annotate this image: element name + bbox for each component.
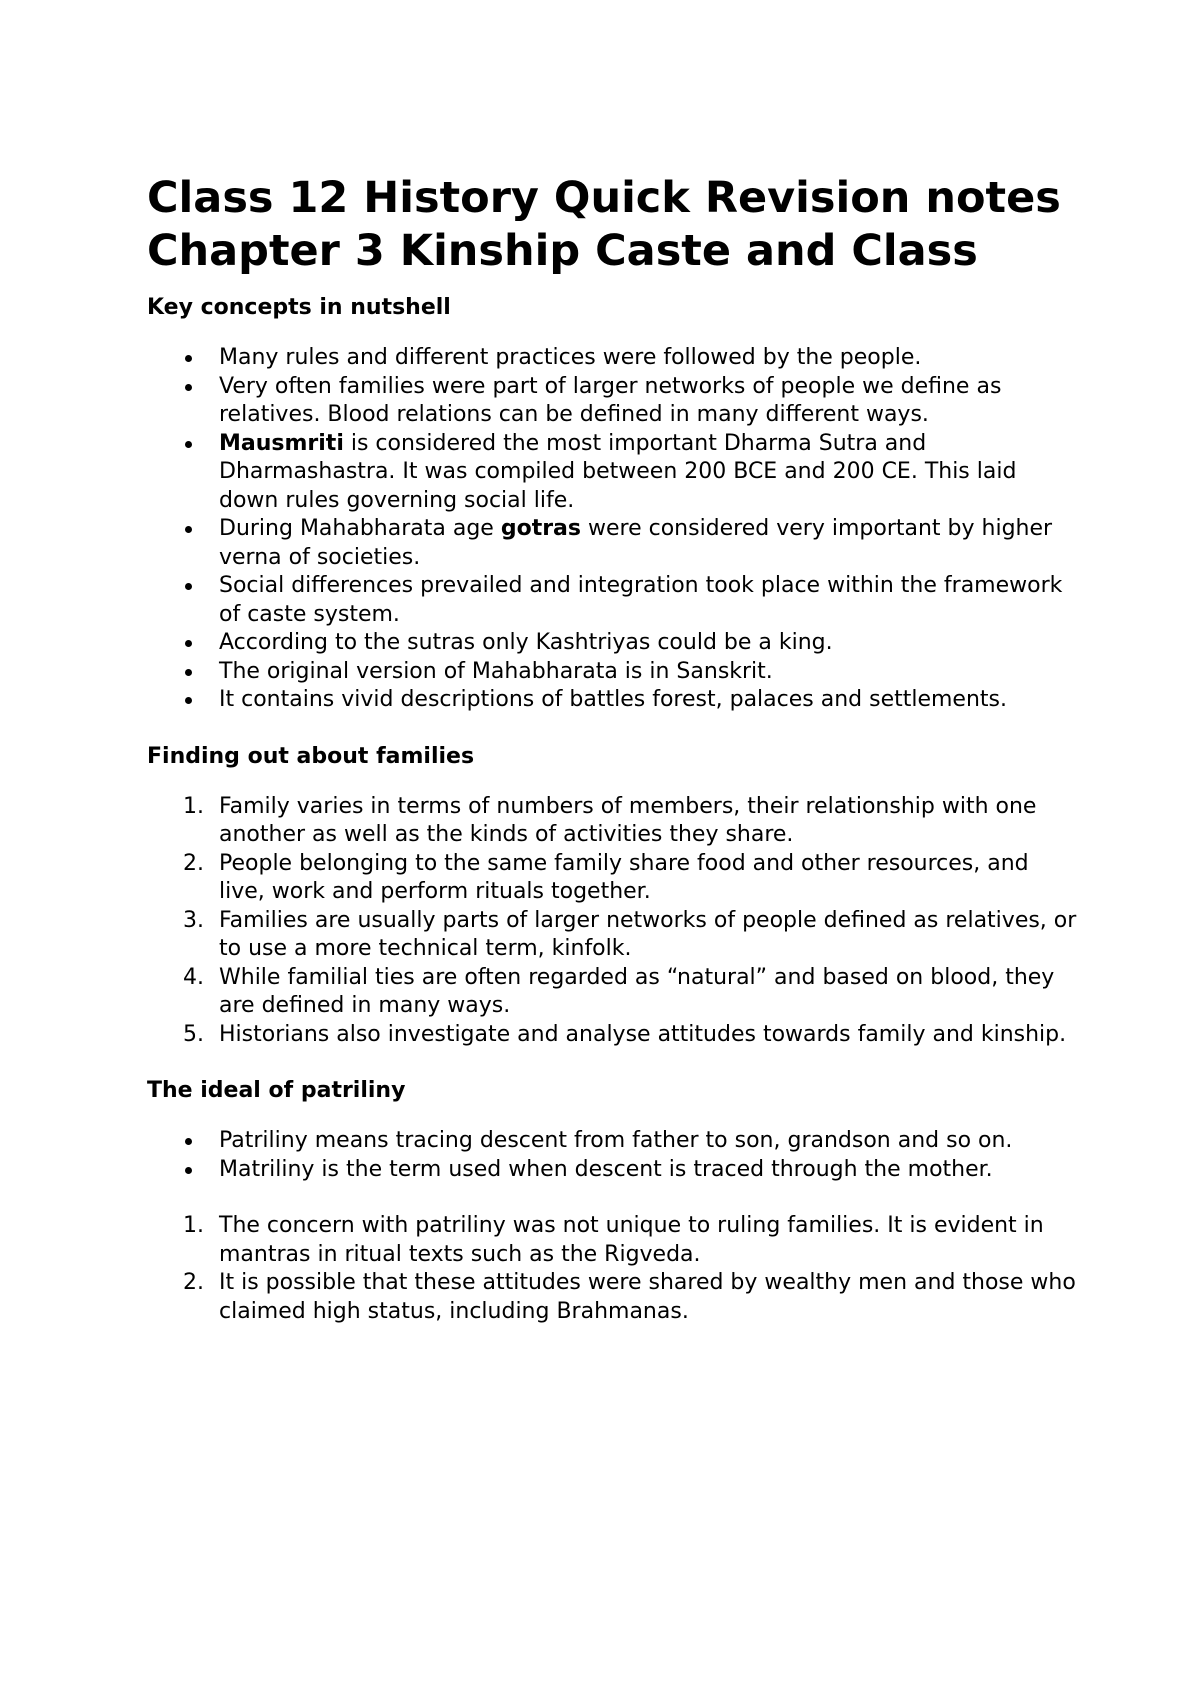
document-page (147, 172, 1077, 1326)
list-item: 1. Family varies in terms of numbers of members, their relationship with one another as well as the kinds of activities they share. (183, 793, 1037, 847)
list-item: Many rules and different practices were followed by the people. (147, 344, 1077, 373)
list-item: 3. Families are usually parts of larger networks of people defined as relatives, or to use a more technical term, kinfolk. (183, 907, 1077, 961)
list-item: It contains vivid descriptions of battles forest, palaces and settlements. (147, 686, 1077, 715)
list-item: 2. It is possible that these attitudes were shared by wealthy men and those who claimed high status, including Brahmanas. (183, 1270, 1076, 1324)
list-item: Mausmriti is considered the most important Dharma Sutra and Dharmashastra. It was compiled between 200 BCE and 200 CE. This laid down rules governing social life. (147, 430, 1077, 516)
list-item: Patriliny means tracing descent from father to son, grandson and so on. (147, 1127, 1077, 1156)
list-item: During Mahabharata age gotras were considered very important by higher verna of societies. (147, 515, 1077, 572)
list-item: The original version of Mahabharata is in Sanskrit. (147, 658, 1077, 687)
list-item: Very often families were part of larger networks of people we define as relatives. Blood relations can be defined in many different ways. (147, 373, 1077, 430)
document-title: Class 12 History Quick Revision notes Chapter 3 Kinship Caste and Class (147, 173, 1061, 276)
section-heading-key-concepts: Key concepts in nutshell (147, 295, 451, 320)
list-item: 4. While familial ties are often regarded as “natural” and based on blood, they are defined in many ways. (183, 964, 1055, 1018)
bold-term-gotras: gotras (500, 516, 581, 541)
list-item: Matriliny is the term used when descent is traced through the mother. (147, 1156, 1077, 1185)
list-item: 2. People belonging to the same family share food and other resources, and live, work and perform rituals together. (183, 850, 1029, 904)
patriliny-numbered-list (147, 1212, 1077, 1326)
bold-term-mausmriti: Mausmriti (219, 430, 344, 456)
list-item: 5. Historians also investigate and analyse attitudes towards family and kinship. (183, 1021, 1067, 1047)
list-item: 1. The concern with patriliny was not unique to ruling families. It is evident in mantras in ritual texts such as the Rigveda. (183, 1213, 1044, 1267)
list-item: Social differences prevailed and integration took place within the framework of caste system. (147, 572, 1077, 629)
section-heading-patriliny: The ideal of patriliny (147, 1078, 406, 1103)
section-heading-families: Finding out about families (147, 743, 475, 769)
patriliny-bullet-list (147, 1127, 1077, 1184)
key-concepts-list (147, 344, 1077, 715)
families-list (147, 793, 1077, 1050)
list-item: According to the sutras only Kashtriyas could be a king. (147, 629, 1077, 658)
